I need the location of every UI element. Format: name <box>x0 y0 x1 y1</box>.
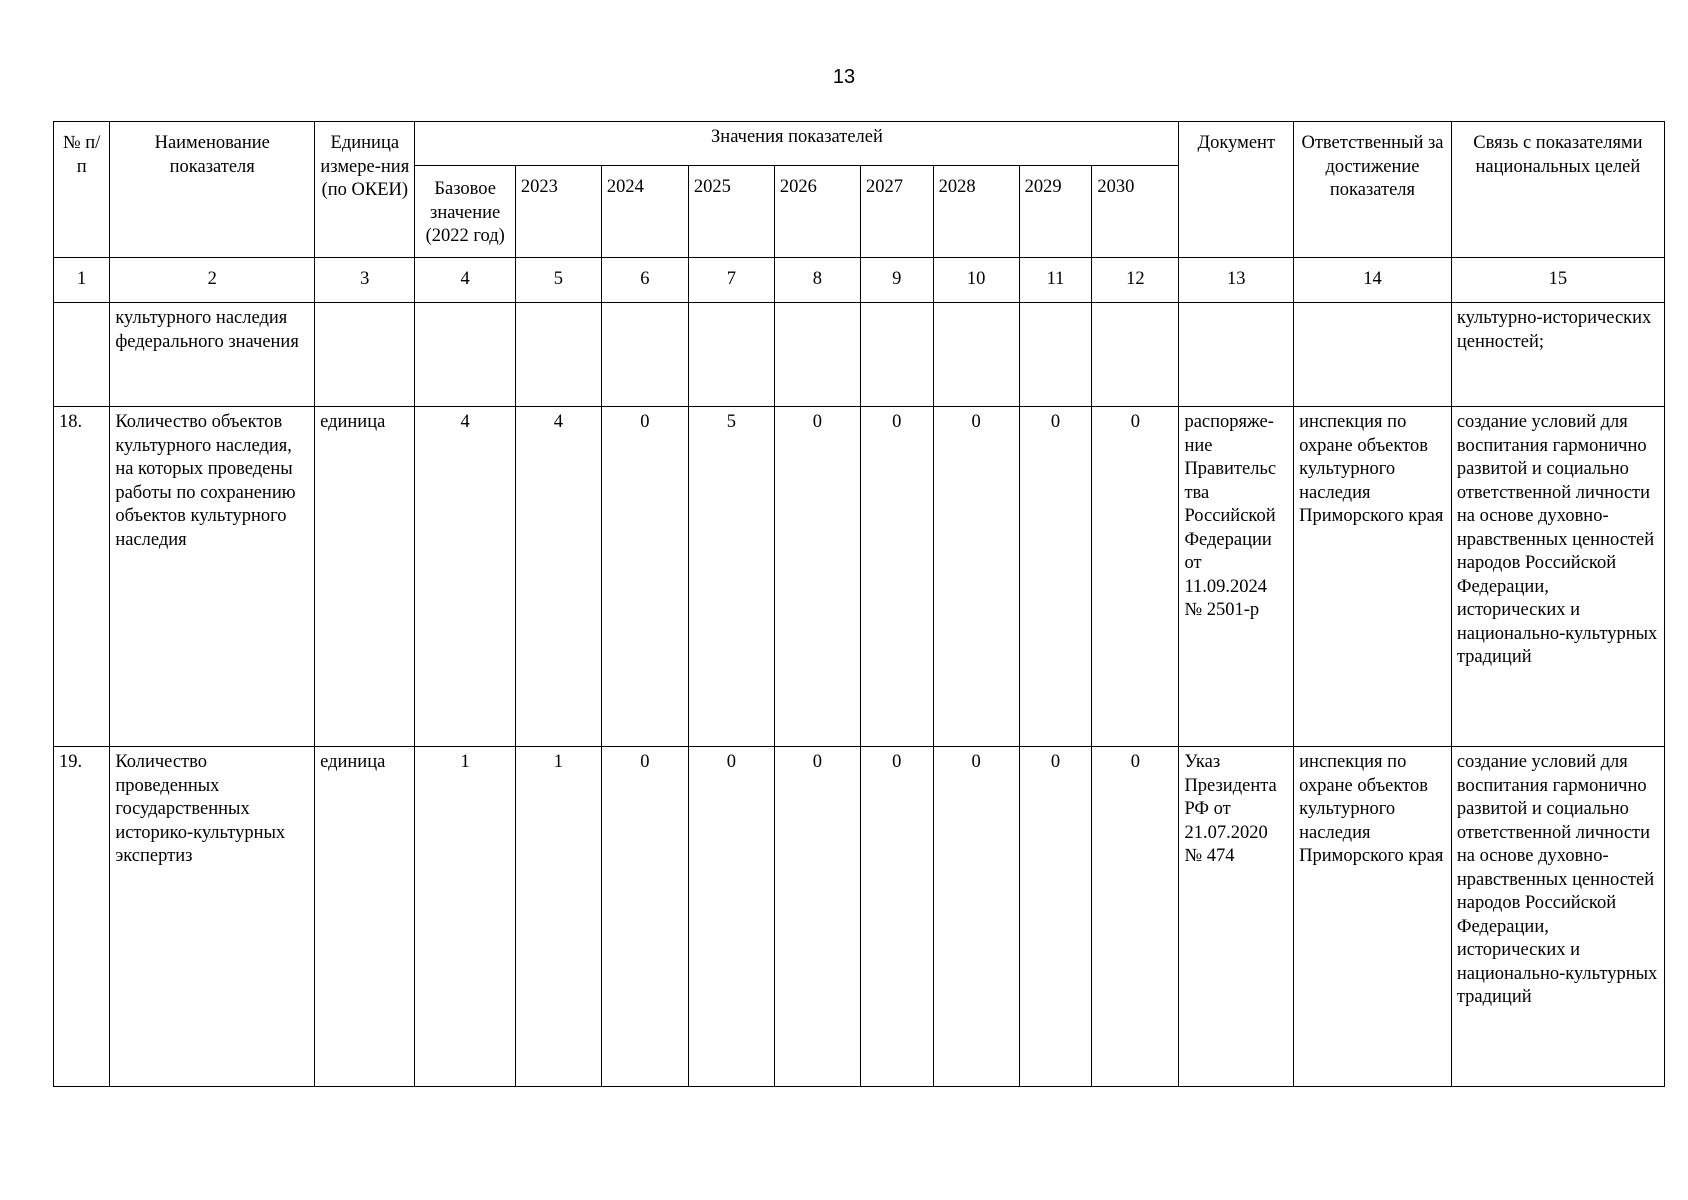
table-row <box>54 407 1665 747</box>
column-number: 7 <box>688 258 774 303</box>
row-value <box>860 303 933 407</box>
header-year: 2023 <box>515 166 601 258</box>
header-year: 2025 <box>688 166 774 258</box>
column-numbers-row <box>54 258 1665 303</box>
row-name: Количество объектов культурного наследия, на которых проведены работы по сохранению объектов культурного наследия <box>110 407 315 747</box>
row-num: 18. <box>54 407 110 747</box>
header-year: 2028 <box>933 166 1019 258</box>
row-document: распоряже-ние Правительс тва Российской Федерации от 11.09.2024 № 2501-р <box>1179 407 1294 747</box>
header-responsible: Ответственный за достижение показателя <box>1294 122 1452 258</box>
row-document: Указ Президента РФ от 21.07.2020 № 474 <box>1179 747 1294 1087</box>
row-value: 5 <box>688 407 774 747</box>
row-unit: единица <box>315 747 415 1087</box>
row-unit: единица <box>315 407 415 747</box>
header-year: 2030 <box>1092 166 1179 258</box>
row-value: 0 <box>688 747 774 1087</box>
row-document <box>1179 303 1294 407</box>
row-value: 0 <box>933 407 1019 747</box>
row-value: 0 <box>774 407 860 747</box>
row-responsible <box>1294 303 1452 407</box>
row-base: 1 <box>415 747 515 1087</box>
column-number: 6 <box>601 258 688 303</box>
row-value: 0 <box>1092 747 1179 1087</box>
header-year: 2029 <box>1019 166 1092 258</box>
column-number: 14 <box>1294 258 1452 303</box>
row-value <box>1092 303 1179 407</box>
row-value: 0 <box>1092 407 1179 747</box>
row-value: 0 <box>860 407 933 747</box>
row-value: 1 <box>515 747 601 1087</box>
column-number: 1 <box>54 258 110 303</box>
row-link: создание условий для воспитания гармонично развитой и социально ответственной личности на основе духовно-нравственных ценностей народов Российской Федерации, исторических и национально-культурных традиций <box>1451 407 1664 747</box>
row-base <box>415 303 515 407</box>
row-num <box>54 303 110 407</box>
header-num: № п/п <box>54 122 110 258</box>
row-value: 0 <box>1019 407 1092 747</box>
row-base: 4 <box>415 407 515 747</box>
row-name: Количество проведенных государственных историко-культурных экспертиз <box>110 747 315 1087</box>
row-name: культурного наследия федерального значения <box>110 303 315 407</box>
header-document: Документ <box>1179 122 1294 258</box>
row-value: 0 <box>860 747 933 1087</box>
column-number: 10 <box>933 258 1019 303</box>
row-value <box>688 303 774 407</box>
row-value: 0 <box>933 747 1019 1087</box>
row-num: 19. <box>54 747 110 1087</box>
header-unit: Единица измере-ния (по ОКЕИ) <box>315 122 415 258</box>
row-value <box>933 303 1019 407</box>
column-number: 11 <box>1019 258 1092 303</box>
row-value <box>601 303 688 407</box>
row-link: культурно-исторических ценностей; <box>1451 303 1664 407</box>
header-base: Базовое значение (2022 год) <box>415 166 515 258</box>
table-row <box>54 747 1665 1087</box>
header-link: Связь с показателями национальных целей <box>1451 122 1664 258</box>
row-value <box>1019 303 1092 407</box>
page-number: 13 <box>832 66 856 88</box>
row-value: 0 <box>774 747 860 1087</box>
header-year: 2024 <box>601 166 688 258</box>
table-row <box>54 303 1665 407</box>
column-number: 2 <box>110 258 315 303</box>
row-responsible: инспекция по охране объектов культурного наследия Приморского края <box>1294 747 1452 1087</box>
column-number: 5 <box>515 258 601 303</box>
row-value: 0 <box>601 407 688 747</box>
header-year: 2027 <box>860 166 933 258</box>
row-unit <box>315 303 415 407</box>
row-value: 0 <box>1019 747 1092 1087</box>
column-number: 3 <box>315 258 415 303</box>
header-values-group: Значения показателей <box>415 122 1179 166</box>
row-responsible: инспекция по охране объектов культурного наследия Приморского края <box>1294 407 1452 747</box>
header-row-1 <box>54 122 1665 166</box>
row-value <box>515 303 601 407</box>
header-year: 2026 <box>774 166 860 258</box>
column-number: 8 <box>774 258 860 303</box>
column-number: 12 <box>1092 258 1179 303</box>
row-value: 4 <box>515 407 601 747</box>
row-link: создание условий для воспитания гармонично развитой и социально ответственной личности на основе духовно-нравственных ценностей народов Российской Федерации, исторических и национально-культурных традиций <box>1451 747 1664 1087</box>
row-value: 0 <box>601 747 688 1087</box>
header-name: Наименование показателя <box>110 122 315 258</box>
column-number: 4 <box>415 258 515 303</box>
column-number: 13 <box>1179 258 1294 303</box>
row-value <box>774 303 860 407</box>
column-number: 9 <box>860 258 933 303</box>
column-number: 15 <box>1451 258 1664 303</box>
indicators-table <box>53 121 1665 1087</box>
